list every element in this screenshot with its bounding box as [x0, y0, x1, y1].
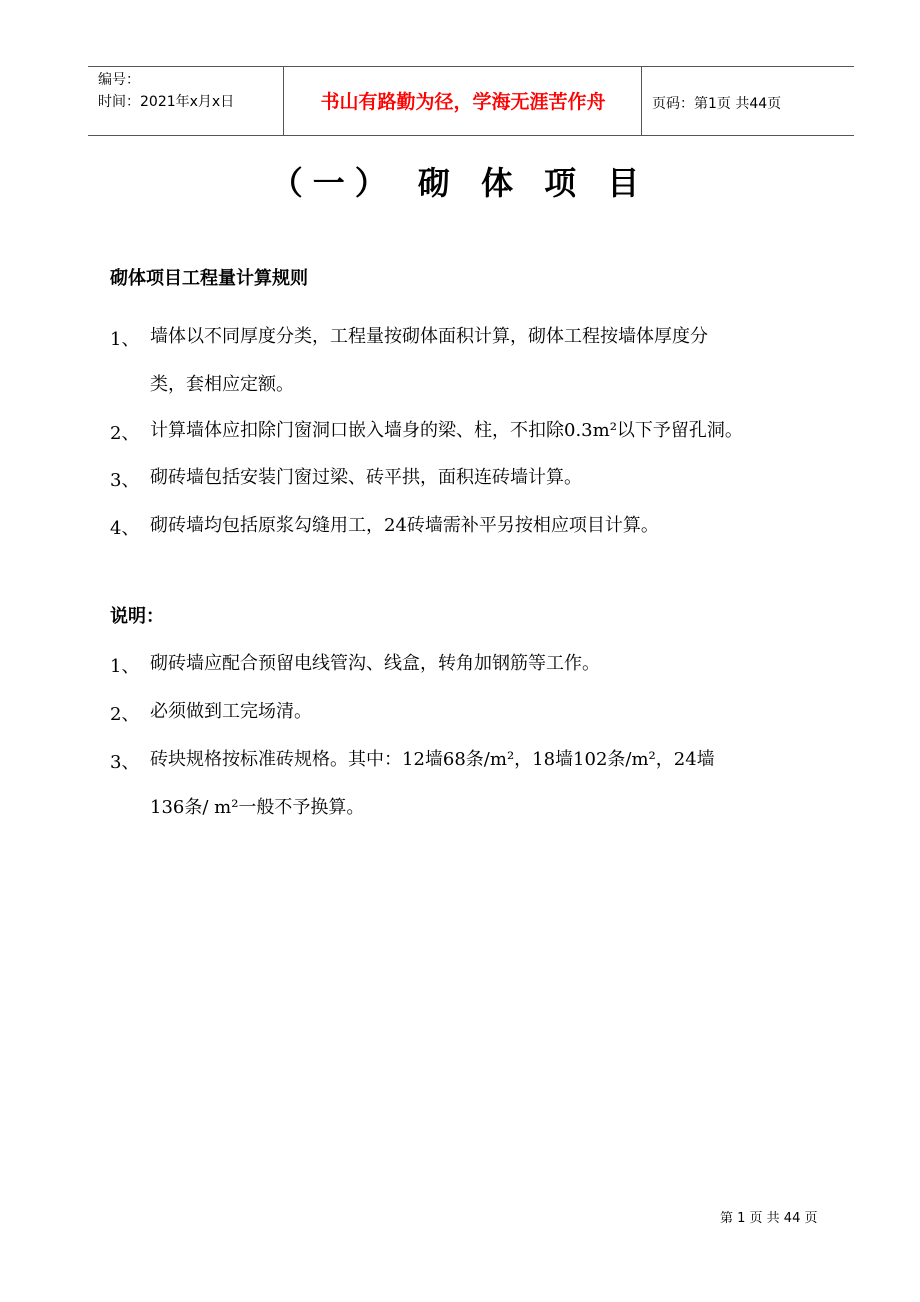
notes-heading: 说明： [110, 606, 164, 627]
header-page-info: 页码：第1页 共44页 [652, 96, 782, 112]
rule-item-text [150, 454, 840, 502]
rule-item-line: 墙体以不同厚度分类，工程量按砌体面积计算，砌体工程按墙体厚度分 [150, 326, 708, 347]
note-item-line: 砌砖墙应配合预留电线管沟、线盒，转角加钢筋等工作。 [150, 653, 600, 674]
header-meta [88, 67, 284, 135]
note-item-text [150, 688, 840, 736]
rule-item-line: 类，套相应定额。 [150, 374, 294, 395]
page-header [88, 66, 854, 136]
note-item-number: 3、 [110, 752, 140, 773]
rule-item-text [150, 502, 840, 550]
rules-heading: 砌体项目工程量计算规则 [110, 268, 308, 289]
header-page-info-cell [642, 67, 854, 135]
rule-item-text [150, 313, 840, 409]
document-number-label: 编号： [98, 72, 140, 88]
rule-item-line: 计算墙体应扣除门窗洞口嵌入墙身的梁、柱，不扣除0.3m²以下予留孔洞。 [150, 420, 743, 441]
note-item-number: 1、 [110, 656, 140, 677]
note-item-text [150, 736, 840, 832]
note-item-line: 136条/ m²一般不予换算。 [150, 797, 365, 818]
note-item-line: 必须做到工完场清。 [150, 701, 312, 722]
header-motto: 书山有路勤为径，学海无涯苦作舟 [320, 91, 606, 113]
note-item-number: 2、 [110, 704, 140, 725]
document-time-label: 时间：2021年x月x日 [98, 94, 235, 110]
note-item-line: 砖块规格按标准砖规格。其中：12墙68条/m²，18墙102条/m²，24墙 [150, 749, 715, 770]
rule-item-line: 砌砖墙包括安装门窗过梁、砖平拱，面积连砖墙计算。 [150, 467, 582, 488]
rule-item-number: 4、 [110, 518, 140, 539]
note-item-text [150, 640, 840, 688]
section-title: （一） 砌 体 项 目 [270, 164, 650, 202]
rule-item-number: 3、 [110, 470, 140, 491]
header-motto-cell [284, 67, 642, 135]
rule-item-text [150, 407, 840, 455]
rule-item-number: 1、 [110, 329, 140, 350]
rule-item-line: 砌砖墙均包括原浆勾缝用工，24砖墙需补平另按相应项目计算。 [150, 515, 659, 536]
page-footer: 第 1 页 共 44 页 [720, 1211, 818, 1226]
rule-item-number: 2、 [110, 423, 140, 444]
